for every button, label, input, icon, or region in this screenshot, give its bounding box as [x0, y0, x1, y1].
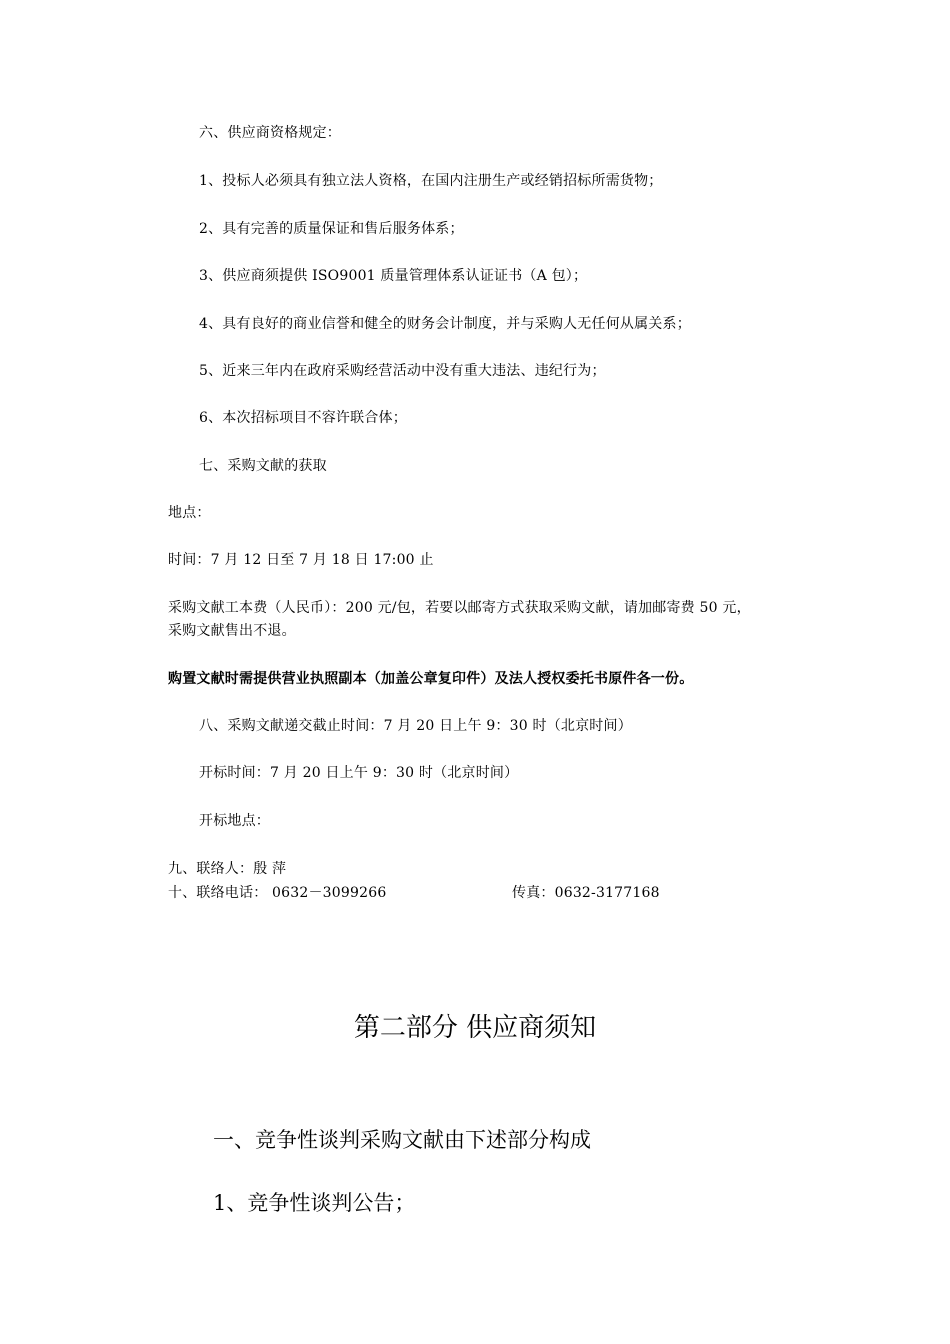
- acquisition-time: 时间：7 月 12 日至 7 月 18 日 17:00 止: [168, 552, 434, 568]
- opening-location: 开标地点：: [199, 813, 270, 829]
- contact-phone: 十、联络电话： 0632－3099266: [168, 885, 387, 901]
- qualification-item-5: 5、近来三年内在政府采购经营活动中没有重大违法、违纪行为；: [199, 363, 606, 379]
- section6-heading: 六、供应商资格规定：: [199, 125, 341, 141]
- contact-fax: 传真：0632-3177168: [512, 885, 660, 901]
- purchase-notice: 购置文献时需提供营业执照副本（加盖公章复印件）及法人授权委托书原件各一份。: [168, 671, 694, 687]
- contact-row: [168, 882, 868, 904]
- part2-subheading: 一、竞争性谈判采购文献由下述部分构成: [213, 1128, 591, 1152]
- submission-deadline: 八、采购文献递交截止时间：7 月 20 日上午 9：30 时（北京时间）: [199, 718, 632, 734]
- qualification-item-1: 1、投标人必须具有独立法人资格，在国内注册生产或经销招标所需货物；: [199, 173, 663, 189]
- part2-item-1: 1、竞争性谈判公告；: [213, 1191, 416, 1215]
- qualification-item-3: 3、供应商须提供 ISO9001 质量管理体系认证证书（A 包）；: [199, 268, 588, 284]
- fee-line-2: 采购文献售出不退。: [168, 623, 296, 639]
- part2-title: 第二部分 供应商须知: [353, 1013, 597, 1043]
- qualification-item-2: 2、具有完善的质量保证和售后服务体系；: [199, 221, 464, 237]
- opening-time: 开标时间：7 月 20 日上午 9：30 时（北京时间）: [199, 765, 519, 781]
- qualification-item-6: 6、本次招标项目不容许联合体；: [199, 410, 407, 426]
- acquisition-location: 地点：: [168, 505, 211, 521]
- contact-person: 九、联络人：殷 萍: [168, 861, 287, 877]
- qualification-item-4: 4、具有良好的商业信誉和健全的财务会计制度，并与采购人无任何从属关系；: [199, 316, 691, 332]
- section7-heading: 七、采购文献的获取: [199, 458, 327, 474]
- fee-line-1: 采购文献工本费（人民币）：200 元/包，若要以邮寄方式获取采购文献，请加邮寄费 50 元，: [168, 600, 751, 616]
